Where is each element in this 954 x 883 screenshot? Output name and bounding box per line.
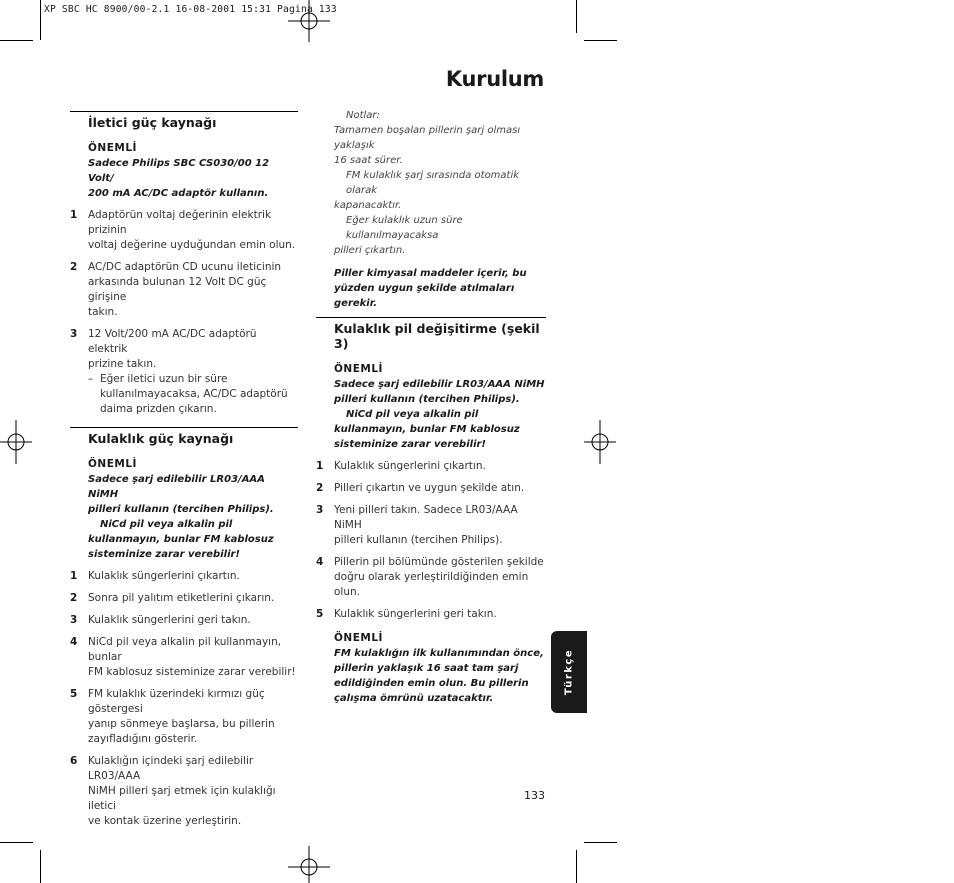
warning-text: Piller kimyasal maddeler içerir, bu yüzden uygun şekilde atılmaları gerekir. bbox=[334, 268, 527, 309]
crop-mark bbox=[576, 850, 577, 883]
important-text: Sadece şarj edilebilir LR03/AAA NiMH pilleri kullanın (tercihen Philips). NiCd pil veya alkalin pil kullanmayın, bunlar FM kablosuz sisteminize zarar verebilir! bbox=[88, 474, 274, 560]
print-header: XP SBC HC 8900/00-2.1 16-08-2001 15:31 Pagina 133 bbox=[44, 4, 337, 15]
language-tab-label: Türkçe bbox=[563, 648, 575, 696]
crop-mark bbox=[584, 842, 617, 843]
page-title: Kurulum bbox=[445, 67, 544, 91]
crop-mark bbox=[0, 40, 33, 41]
registration-mark-icon bbox=[0, 420, 32, 464]
step-item: 5 Kulaklık süngerlerini geri takın. bbox=[316, 608, 497, 620]
right-column bbox=[316, 108, 546, 706]
step-item: 1 Kulaklık süngerlerini çıkartın. bbox=[70, 570, 240, 582]
step-item: 2 AC/DC adaptörün CD ucunu ileticinin arkasında bulunan 12 Volt DC güç girişine takın. bbox=[70, 261, 282, 318]
section-heading: Kulaklık pil değişitirme (şekil 3) bbox=[334, 321, 540, 351]
crop-mark bbox=[40, 850, 41, 883]
crop-mark bbox=[584, 40, 617, 41]
step-item: 1 Adaptörün voltaj değerinin elektrik prizinin voltaj değerine uyduğundan emin olun. bbox=[70, 209, 296, 251]
crop-mark bbox=[40, 0, 41, 40]
step-item: 3 Yeni pilleri takın. Sadece LR03/AAA NiMH pilleri kullanın (tercihen Philips). bbox=[316, 504, 518, 546]
step-item: 3 12 Volt/200 mA AC/DC adaptörü elektrik prizine takın. – Eğer iletici uzun bir süre kullanılmayacaksa, AC/DC adaptörü daima prizden çıkarın. bbox=[70, 327, 298, 417]
important-text: Sadece şarj edilebilir LR03/AAA NiMH pilleri kullanın (tercihen Philips). NiCd pil veya alkalin pil kullanmayın, bunlar FM kablosuz sisteminize zarar verebilir! bbox=[334, 379, 545, 450]
crop-mark bbox=[576, 0, 577, 33]
section-rule bbox=[70, 111, 298, 112]
registration-mark-icon bbox=[288, 846, 330, 883]
important-label: ÖNEMLİ bbox=[334, 363, 383, 375]
registration-mark-icon bbox=[584, 420, 616, 464]
step-item: 1 Kulaklık süngerlerini çıkartın. bbox=[316, 460, 486, 472]
section-heading: Kulaklık güç kaynağı bbox=[88, 431, 234, 446]
left-column bbox=[70, 111, 298, 829]
notes-block: Notlar: Tamamen boşalan pillerin şarj olması yaklaşık 16 saat sürer. FM kulaklık şarj sırasında otomatik olarak kapanacaktır. Eğer kulaklık uzun süre kullanılmayacaksa pilleri çıkartın. bbox=[334, 110, 521, 256]
page-number: 133 bbox=[524, 789, 545, 802]
section-rule bbox=[70, 427, 298, 428]
sub-item: – Eğer iletici uzun bir süre kullanılmayacaksa, AC/DC adaptörü daima prizden çıkarın. bbox=[88, 373, 288, 415]
step-item: 2 Pilleri çıkartın ve uygun şekilde atın. bbox=[316, 482, 525, 494]
important-text: Sadece Philips SBC CS030/00 12 Volt/ 200 mA AC/DC adaptör kullanın. bbox=[88, 158, 270, 199]
step-item: 4 NiCd pil veya alkalin pil kullanmayın, bunlar FM kablosuz sisteminize zarar verebilir! bbox=[70, 636, 296, 678]
important-label: ÖNEMLİ bbox=[334, 632, 383, 644]
language-tab bbox=[551, 631, 587, 713]
step-item: 2 Sonra pil yalıtım etiketlerini çıkarın. bbox=[70, 592, 275, 604]
step-item: 4 Pillerin pil bölümünde gösterilen şekilde doğru olarak yerleştirildiğinden emin olun. bbox=[316, 556, 544, 598]
section-heading: İletici güç kaynağı bbox=[88, 115, 217, 130]
step-item: 3 Kulaklık süngerlerini geri takın. bbox=[70, 614, 251, 626]
important-text: FM kulaklığın ilk kullanımından önce, pillerin yaklaşık 16 saat tam şarj edildiğinden emin olun. Bu pillerin çalışma ömrünü uzatacaktır. bbox=[334, 648, 544, 704]
section-rule bbox=[316, 317, 546, 318]
step-item: 5 FM kulaklık üzerindeki kırmızı güç göstergesi yanıp sönmeye başlarsa, bu pillerin zayıfladığını gösterir. bbox=[70, 688, 275, 745]
important-label: ÖNEMLİ bbox=[88, 458, 137, 470]
crop-mark bbox=[0, 842, 33, 843]
important-label: ÖNEMLİ bbox=[88, 142, 137, 154]
step-item: 6 Kulaklığın içindeki şarj edilebilir LR03/AAA NiMH pilleri şarj etmek için kulaklığı iletici ve kontak üzerine yerleştirin. bbox=[70, 755, 276, 827]
